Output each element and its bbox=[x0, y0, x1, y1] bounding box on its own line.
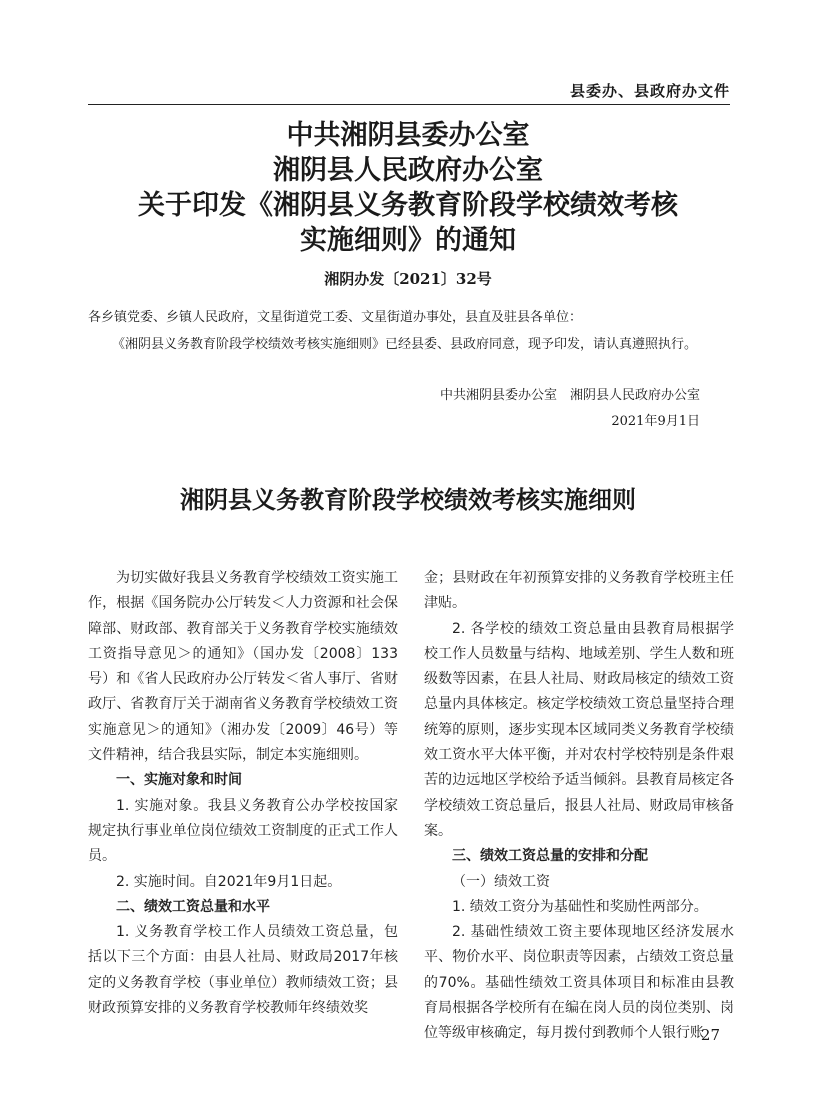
title-line: 湘阴县人民政府办公室 bbox=[273, 155, 543, 186]
paragraph: （一）绩效工资 bbox=[452, 873, 550, 890]
paragraph: 1. 义务教育学校工作人员绩效工资总量，包括以下三个方面：由县人社局、财政局2017年核定的义务教育学校（事业单位）教师绩效工资；县财政预算安排的义务教育学校教师年终绩效奖 bbox=[88, 924, 398, 1017]
section-heading: 二、绩效工资总量和水平 bbox=[116, 898, 270, 915]
paragraph: 为切实做好我县义务教育学校绩效工资实施工作，根据《国务院办公厅转发＜人力资源和社会保障部、财政部、教育部关于义务教育学校实施绩效工资指导意见＞的通知》（国办发〔2008〕133号）和《省人民政府办公厅转发＜省人事厅、省财政厅、省教育厅关于湖南省义务教育学校绩效工资实施意见＞的通知》（湘办发〔2009〕46号）等文件精神，结合我县实际，制定本实施细则。 bbox=[88, 570, 398, 764]
signature-orgs: 中共湘阴县委办公室 湘阴县人民政府办公室 bbox=[439, 388, 700, 403]
paragraph: 2. 实施时间。自2021年9月1日起。 bbox=[116, 873, 342, 890]
header-divider bbox=[88, 104, 730, 105]
title-line: 中共湘阴县委办公室 bbox=[286, 120, 530, 151]
notice-title bbox=[0, 118, 816, 258]
right-column bbox=[424, 566, 734, 1047]
paragraph: 2. 各学校的绩效工资总量由县教育局根据学校工作人员数量与结构、地域差别、学生人数和班级数等因素，在县人社局、财政局核定的绩效工资总量内具体核定。核定学校绩效工资总量坚持合理统筹的原则，逐步实现本区域同类义务教育学校绩效工资水平大体平衡，并对农村学校特别是条件艰苦的边远地区学校给予适当倾斜。县教育局核定各学校绩效工资总量后，报县人社局、财政局审核备案。 bbox=[424, 620, 734, 839]
notice-body: 《湘阴县义务教育阶段学校绩效考核实施细则》已经县委、县政府同意，现予印发，请认真遵照执行。 bbox=[112, 337, 698, 352]
signature-date: 2021年9月1日 bbox=[611, 414, 700, 429]
left-column bbox=[88, 566, 398, 1021]
recipients-line: 各乡镇党委、乡镇人民政府，文星街道党工委、文星街道办事处，县直及驻县各单位： bbox=[88, 310, 583, 325]
rules-title: 湘阴县义务教育阶段学校绩效考核实施细则 bbox=[180, 485, 636, 514]
title-line: 关于印发《湘阴县义务教育阶段学校绩效考核 bbox=[138, 190, 678, 221]
paragraph: 金；县财政在年初预算安排的义务教育学校班主任津贴。 bbox=[424, 570, 734, 612]
page-number: 27 bbox=[700, 1026, 720, 1044]
paragraph: 1. 实施对象。我县义务教育公办学校按国家规定执行事业单位岗位绩效工资制度的正式工作人员。 bbox=[88, 797, 398, 865]
paragraph: 2. 基础性绩效工资主要体现地区经济发展水平、物价水平、岗位职责等因素，占绩效工资总量的70%。基础性绩效工资具体项目和标准由县教育局根据各学校所有在编在岗人员的岗位类别、岗位等级审核确定，每月拨付到教师个人银行账 bbox=[424, 924, 734, 1042]
section-header-tag: 县委办、县政府办文件 bbox=[569, 82, 730, 100]
paragraph: 1. 绩效工资分为基础性和奖励性两部分。 bbox=[452, 898, 708, 915]
section-heading: 一、实施对象和时间 bbox=[116, 772, 242, 789]
document-number: 湘阴办发〔2021〕32号 bbox=[324, 270, 492, 288]
section-heading: 三、绩效工资总量的安排和分配 bbox=[452, 848, 648, 865]
title-line: 实施细则》的通知 bbox=[300, 225, 516, 256]
